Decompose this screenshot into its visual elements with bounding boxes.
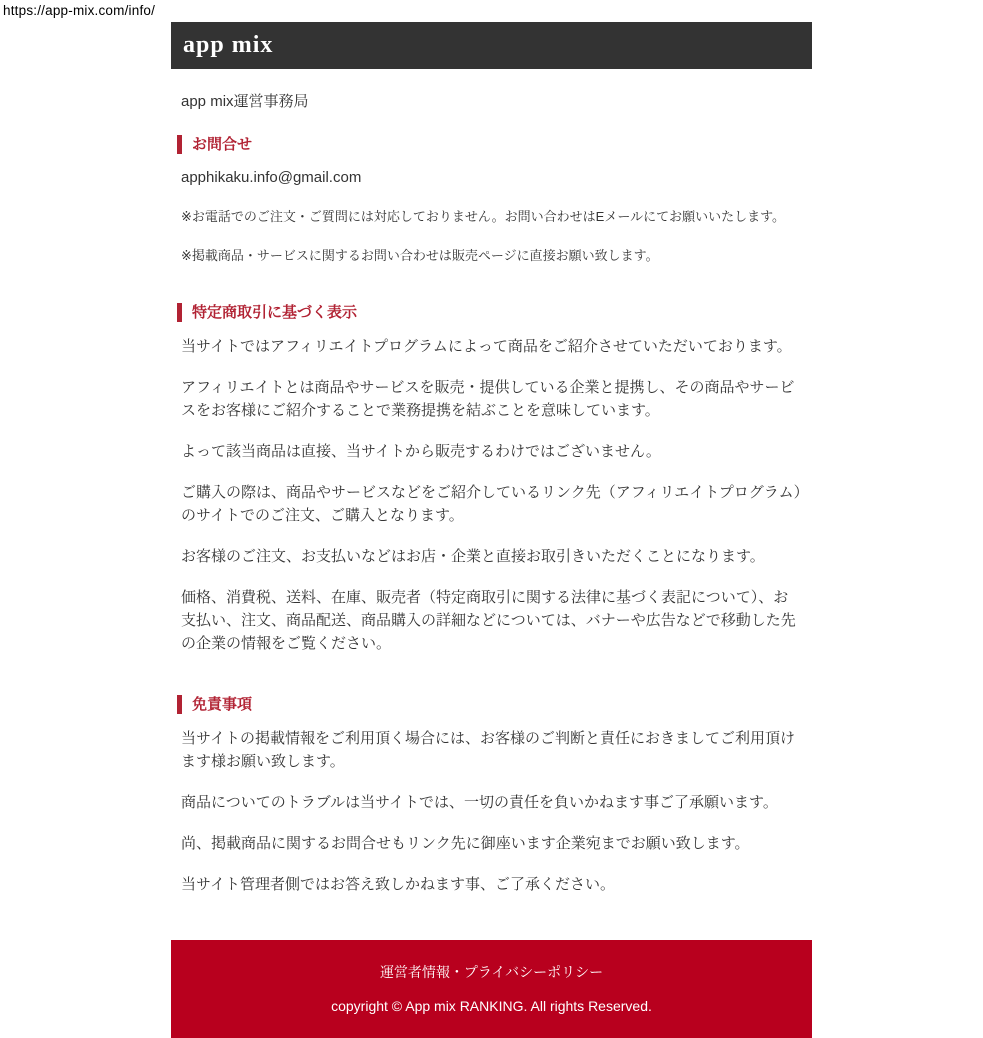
page-column xyxy=(171,22,812,1038)
site-title: app mix xyxy=(183,32,274,58)
transaction-paragraphs xyxy=(181,335,802,655)
section-contact xyxy=(181,135,802,263)
transaction-paragraph: よって該当商品は直接、当サイトから販売するわけではございません。 xyxy=(181,443,661,460)
contact-note: ※お電話でのご注文・ご質問には対応しておりません。お問い合わせはEメールにてお願いいたします。 xyxy=(181,209,786,224)
contact-heading: お問合せ xyxy=(177,135,802,154)
footer-copyright: copyright © App mix RANKING. All rights Reserved. xyxy=(331,998,652,1014)
transaction-paragraph: 価格、消費税、送料、在庫、販売者（特定商取引に関する法律に基づく表記について）、お支払い、注文、商品配送、商品購入の詳細などについては、バナーや広告などで移動した先の企業の情報をご覧ください。 xyxy=(181,589,796,652)
contact-email-link[interactable]: apphikaku.info@gmail.com xyxy=(181,169,362,186)
transaction-paragraph: 当サイトではアフィリエイトプログラムによって商品をご紹介させていただいております。 xyxy=(181,338,792,355)
transaction-paragraph: お客様のご注文、お支払いなどはお店・企業と直接お取引きいただくことになります。 xyxy=(181,548,765,565)
disclaimer-paragraph: 商品についてのトラブルは当サイトでは、一切の責任を負いかねます事ご了承願います。 xyxy=(181,794,778,811)
section-transaction xyxy=(181,303,802,655)
disclaimer-paragraph: 尚、掲載商品に関するお問合せもリンク先に御座います企業宛までお願い致します。 xyxy=(181,835,750,852)
site-header xyxy=(171,22,812,69)
contact-note: ※掲載商品・サービスに関するお問い合わせは販売ページに直接お願い致します。 xyxy=(181,248,659,263)
page-content xyxy=(171,93,812,896)
disclaimer-heading: 免責事項 xyxy=(177,695,802,714)
disclaimer-paragraph: 当サイト管理者側ではお答え致しかねます事、ご了承ください。 xyxy=(181,876,615,893)
transaction-paragraph: ご購入の際は、商品やサービスなどをご紹介しているリンク先（アフィリエイトプログラム）のサイトでのご注文、ご購入となります。 xyxy=(181,484,802,524)
transaction-paragraph: アフィリエイトとは商品やサービスを販売・提供している企業と提携し、その商品やサービスをお客様にご紹介することで業務提携を結ぶことを意味しています。 xyxy=(181,379,795,419)
transaction-heading: 特定商取引に基づく表示 xyxy=(177,303,802,322)
contact-notes xyxy=(181,209,802,263)
office-name: app mix運営事務局 xyxy=(181,93,309,110)
footer-privacy-link[interactable]: 運営者情報・プライバシーポリシー xyxy=(379,964,604,980)
page-url-text: https://app-mix.com/info/ xyxy=(3,3,156,18)
disclaimer-paragraphs xyxy=(181,727,802,896)
disclaimer-paragraph: 当サイトの掲載情報をご利用頂く場合には、お客様のご判断と責任におきましてご利用頂けます様お願い致します。 xyxy=(181,730,795,770)
section-disclaimer xyxy=(181,695,802,896)
page-footer xyxy=(171,940,812,1038)
